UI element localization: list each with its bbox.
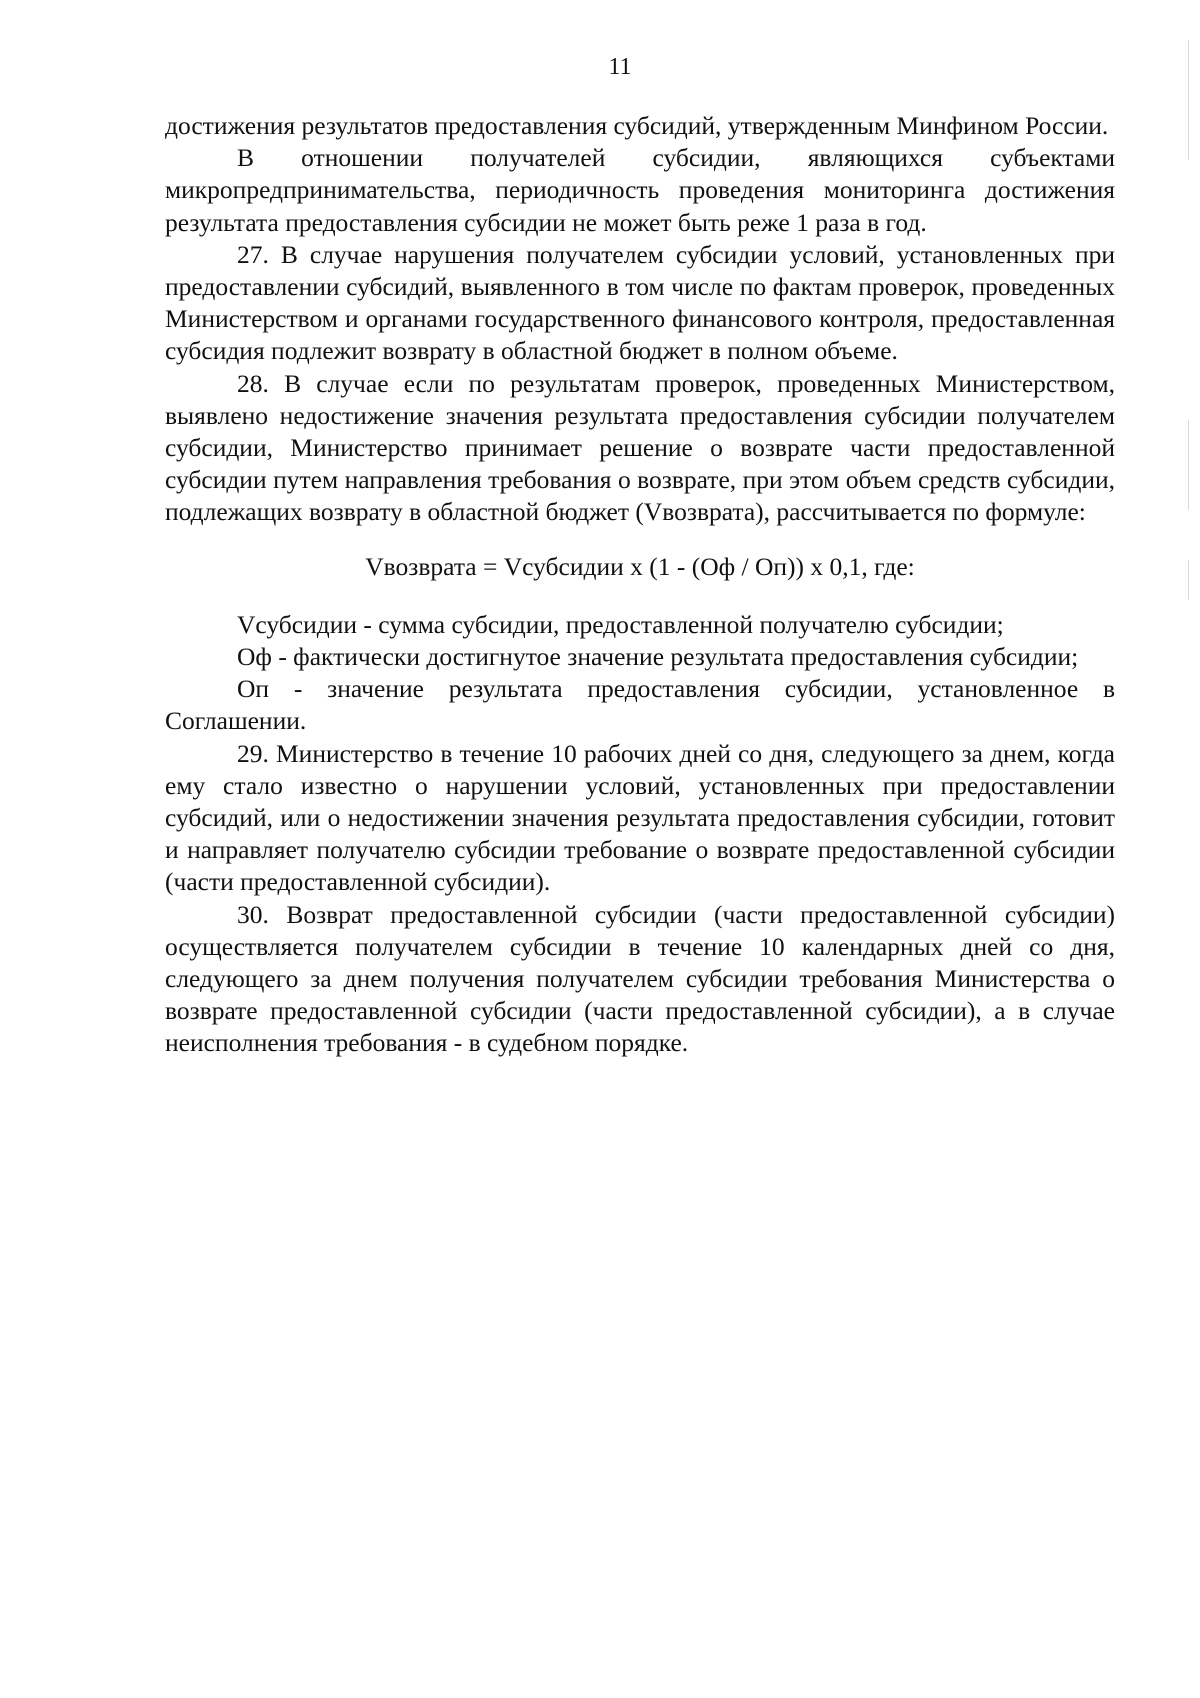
refund-formula: Vвозврата = Vсубсидии x (1 - (Оф / Оп)) x 0,1, где: xyxy=(365,551,915,581)
paragraph-28: 28. В случае если по результатам проверок, проведенных Министерством, выявлено недостижение значения результата предоставления субсидии получателем субсидии, Министерство принимает решение о возврате части предоставленной субсидии путем направления требования о возврате, при этом объем средств субсидии, подлежащих возврату в областной бюджет (Vвозврата), рассчитывается по формуле: xyxy=(165,368,1115,527)
paragraph-continuation: достижения результатов предоставления субсидий, утвержденным Минфином России. xyxy=(165,111,1109,140)
scan-edge-mark xyxy=(1188,420,1189,510)
scan-edge-mark xyxy=(1188,40,1189,160)
paragraph-monitoring-frequency: В отношении получателей субсидии, являющихся субъектами микропредпринимательства, периодичность проведения мониторинга достижения результата предоставления субсидии не может быть реже 1 раза в год. xyxy=(165,143,1115,237)
document-body xyxy=(165,110,1115,1060)
page-number: 11 xyxy=(608,54,632,80)
definition-of: Оф - фактически достигнутое значение результата предоставления субсидии; xyxy=(237,642,1079,672)
scan-edge-mark xyxy=(1188,560,1189,600)
paragraph-27: 27. В случае нарушения получателем субсидии условий, установленных при предоставлении субсидий, выявленного в том числе по фактам проверок, проведенных Министерством и органами государственного финансового контроля, предоставленная субсидия подлежит возврату в областной бюджет в полном объеме. xyxy=(165,239,1115,366)
definition-op: Оп - значение результата предоставления субсидии, установленное в Соглашении. xyxy=(165,674,1115,736)
paragraph-29: 29. Министерство в течение 10 рабочих дней со дня, следующего за днем, когда ему стало известно о нарушении условий, установленных при предоставлении субсидий, или о недостижении значения результата предоставления субсидии, готовит и направляет получателю субсидии требование о возврате предоставленной субсидии (части предоставленной субсидии). xyxy=(165,738,1115,897)
definition-v-subsidy: Vсубсидии - сумма субсидии, предоставленной получателю субсидии; xyxy=(237,609,1004,639)
paragraph-30: 30. Возврат предоставленной субсидии (части предоставленной субсидии) осуществляется получателем субсидии в течение 10 календарных дней со дня, следующего за днем получения получателем субсидии требования Министерства о возврате предоставленной субсидии (части предоставленной субсидии), а в случае неисполнения требования - в судебном порядке. xyxy=(165,899,1115,1058)
